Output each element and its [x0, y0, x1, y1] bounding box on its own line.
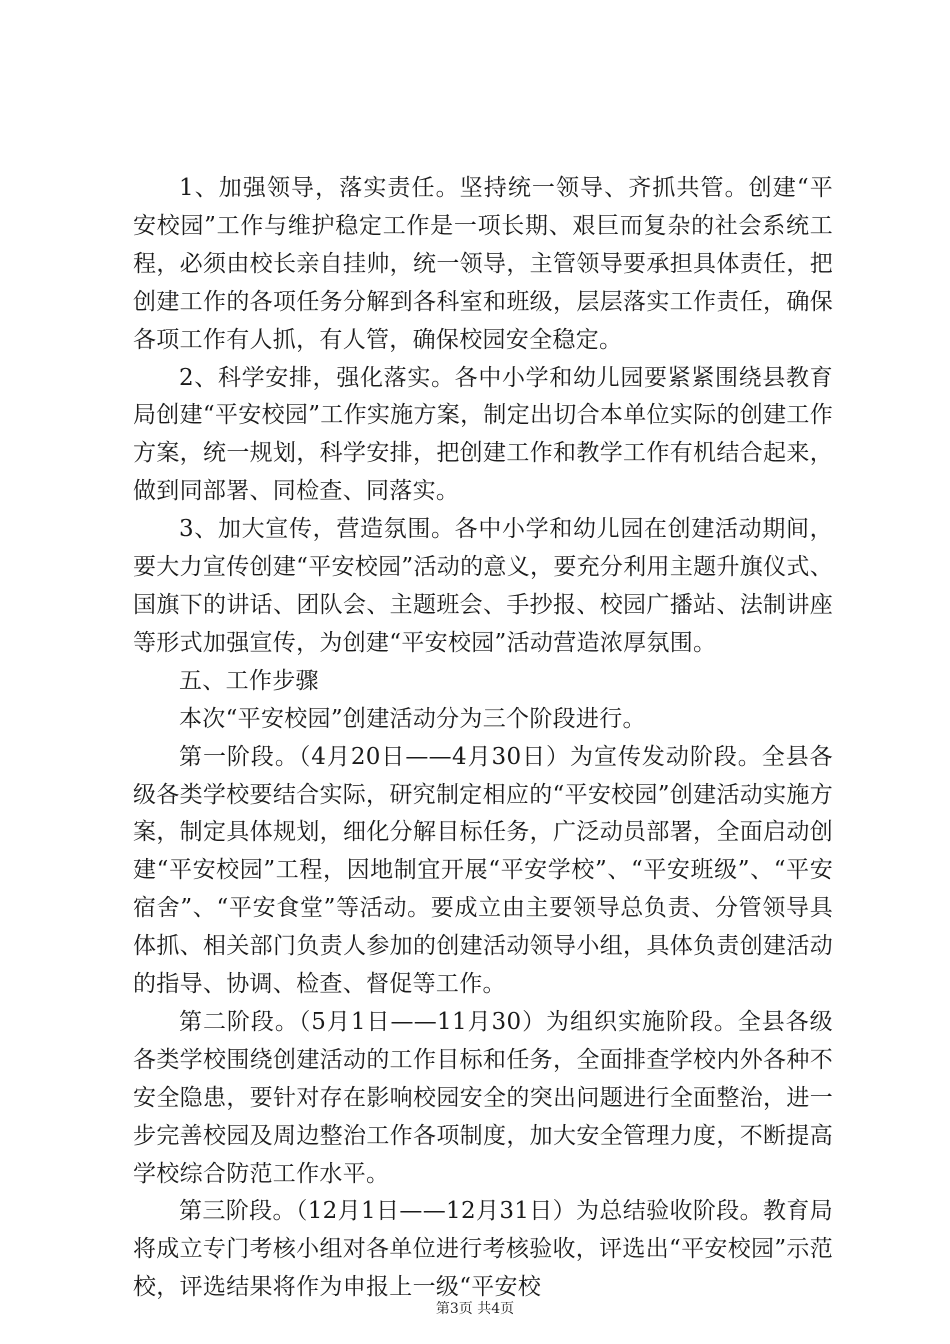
paragraph-stage-two: 第二阶段。（5月1日——11月30）为组织实施阶段。全县各级各类学校围绕创建活动的工作目标和任务，全面排查学校内外各种不安全隐患，要针对存在影响校园安全的突出问题进行全面整治，进一步完善校园及周边整治工作各项制度，加大安全管理力度，不断提高学校综合防范工作水平。	[133, 1008, 833, 1187]
paragraph-three-stages-intro: 本次“平安校园”创建活动分为三个阶段进行。	[179, 705, 646, 732]
paragraph-stage-three: 第三阶段。（12月1日——12月31日）为总结验收阶段。教育局将成立专门考核小组对各单位进行考核验收，评选出“平安校园”示范校，评选结果将作为申报上一级“平安校	[133, 1198, 833, 1301]
document-body	[133, 170, 833, 1307]
page-number-footer: 第3页 共4页	[435, 1301, 515, 1317]
paragraph-stage-one: 第一阶段。（4月20日——4月30日）为宣传发动阶段。全县各级各类学校要结合实际，研究制定相应的“平安校园”创建活动实施方案，制定具体规划，细化分解目标任务，广泛动员部署，全面启动创建“平安校园”工程，因地制宜开展“平安学校”、“平安班级”、“平安宿舍”、“平安食堂”等活动。要成立由主要领导总负责、分管领导具体抓、相关部门负责人参加的创建活动领导小组，具体负责创建活动的指导、协调、检查、督促等工作。	[133, 743, 833, 998]
paragraph-leadership: 1、加强领导，落实责任。坚持统一领导、齐抓共管。创建“平安校园”工作与维护稳定工作是一项长期、艰巨而复杂的社会系统工程，必须由校长亲自挂帅，统一领导，主管领导要承担具体责任，把创建工作的各项任务分解到各科室和班级，层层落实工作责任，确保各项工作有人抓，有人管，确保校园安全稳定。	[133, 175, 833, 353]
section-heading-work-steps: 五、工作步骤	[179, 667, 319, 694]
paragraph-scientific-arrangement: 2、科学安排，强化落实。各中小学和幼儿园要紧紧围绕县教育局创建“平安校园”工作实施方案，制定出切合本单位实际的创建工作方案，统一规划，科学安排，把创建工作和教学工作有机结合起来，做到同部署、同检查、同落实。	[133, 364, 833, 505]
paragraph-publicity: 3、加大宣传，营造氛围。各中小学和幼儿园在创建活动期间，要大力宣传创建“平安校园”活动的意义，要充分利用主题升旗仪式、国旗下的讲话、团队会、主题班会、手抄报、校园广播站、法制讲座等形式加强宣传，为创建“平安校园”活动营造浓厚氛围。	[133, 516, 833, 656]
